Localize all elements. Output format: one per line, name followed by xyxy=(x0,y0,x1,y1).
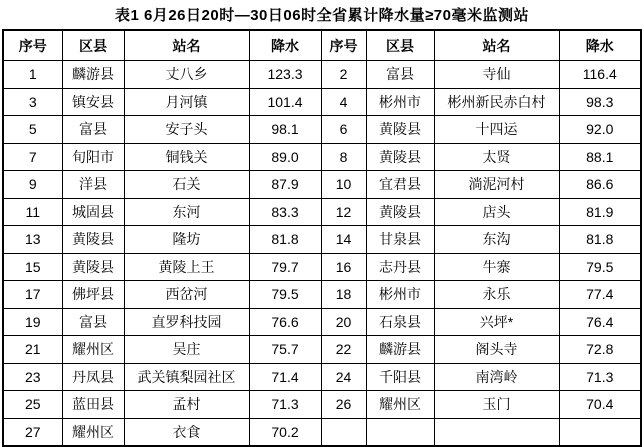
table-row xyxy=(3,336,641,364)
table-cell: 81.8 xyxy=(249,226,321,254)
table-cell xyxy=(434,418,559,446)
table-cell: 黄陵县 xyxy=(366,116,434,144)
table-row xyxy=(3,226,641,254)
table-cell: 8 xyxy=(321,143,366,171)
table-cell: 洋县 xyxy=(62,171,124,199)
table-cell: 富县 xyxy=(62,116,124,144)
table-cell: 衣食 xyxy=(124,418,249,446)
table-cell: 黄陵县 xyxy=(366,143,434,171)
table-cell: 75.7 xyxy=(249,336,321,364)
table-cell: 富县 xyxy=(366,61,434,89)
table-cell: 2 xyxy=(321,61,366,89)
table-cell: 123.3 xyxy=(249,61,321,89)
table-cell: 77.4 xyxy=(559,281,641,309)
table-cell: 1 xyxy=(3,61,62,89)
table-cell: 22 xyxy=(321,336,366,364)
table-cell: 石关 xyxy=(124,171,249,199)
table-cell: 东沟 xyxy=(434,226,559,254)
table-row xyxy=(3,363,641,391)
table-cell: 寺仙 xyxy=(434,61,559,89)
table-cell: 26 xyxy=(321,391,366,419)
table-cell: 71.3 xyxy=(249,391,321,419)
table-cell: 98.3 xyxy=(559,88,641,116)
column-header-rain-left: 降水 xyxy=(249,30,321,61)
column-header-seq-left: 序号 xyxy=(3,30,62,61)
column-header-county-left: 区县 xyxy=(62,30,124,61)
table-cell: 麟游县 xyxy=(62,61,124,89)
table-cell: 19 xyxy=(3,308,62,336)
table-cell: 彬州新民赤白村 xyxy=(434,88,559,116)
table-cell: 牛寨 xyxy=(434,253,559,281)
table-cell: 南湾岭 xyxy=(434,363,559,391)
rainfall-table xyxy=(2,29,642,447)
table-cell: 70.4 xyxy=(559,391,641,419)
table-cell: 89.0 xyxy=(249,143,321,171)
table-cell: 兴坪* xyxy=(434,308,559,336)
table-cell: 83.3 xyxy=(249,198,321,226)
table-row xyxy=(3,418,641,446)
table-cell: 12 xyxy=(321,198,366,226)
table-cell: 月河镇 xyxy=(124,88,249,116)
table-cell: 太贤 xyxy=(434,143,559,171)
table-cell: 阁头寺 xyxy=(434,336,559,364)
table-cell: 23 xyxy=(3,363,62,391)
table-row xyxy=(3,61,641,89)
table-cell: 志丹县 xyxy=(366,253,434,281)
table-cell: 黄陵县 xyxy=(62,253,124,281)
table-cell: 石泉县 xyxy=(366,308,434,336)
table-cell: 13 xyxy=(3,226,62,254)
table-cell: 79.5 xyxy=(249,281,321,309)
table-cell: 10 xyxy=(321,171,366,199)
table-cell: 吴庄 xyxy=(124,336,249,364)
table-row xyxy=(3,143,641,171)
table-cell: 旬阳市 xyxy=(62,143,124,171)
table-cell: 18 xyxy=(321,281,366,309)
table-title: 表1 6月26日20时—30日06时全省累计降水量≥70毫米监测站 xyxy=(114,7,529,24)
table-cell: 21 xyxy=(3,336,62,364)
table-cell: 24 xyxy=(321,363,366,391)
table-row xyxy=(3,198,641,226)
table-cell: 92.0 xyxy=(559,116,641,144)
table-row xyxy=(3,391,641,419)
table-cell: 14 xyxy=(321,226,366,254)
table-cell: 耀州区 xyxy=(62,336,124,364)
table-cell: 耀州区 xyxy=(62,418,124,446)
column-header-station-right: 站名 xyxy=(434,30,559,61)
table-cell xyxy=(321,418,366,446)
table-cell: 千阳县 xyxy=(366,363,434,391)
table-cell: 3 xyxy=(3,88,62,116)
table-cell: 27 xyxy=(3,418,62,446)
table-cell: 101.4 xyxy=(249,88,321,116)
table-cell: 17 xyxy=(3,281,62,309)
table-cell: 86.6 xyxy=(559,171,641,199)
table-cell: 直罗科技园 xyxy=(124,308,249,336)
table-cell: 81.8 xyxy=(559,226,641,254)
table-cell: 淌泥河村 xyxy=(434,171,559,199)
table-cell: 黄陵上王 xyxy=(124,253,249,281)
table-cell: 黄陵县 xyxy=(366,198,434,226)
table-cell: 98.1 xyxy=(249,116,321,144)
table-cell: 十四运 xyxy=(434,116,559,144)
table-cell: 9 xyxy=(3,171,62,199)
table-cell: 20 xyxy=(321,308,366,336)
table-cell: 耀州区 xyxy=(366,391,434,419)
table-cell: 永乐 xyxy=(434,281,559,309)
table-cell: 79.5 xyxy=(559,253,641,281)
table-cell: 25 xyxy=(3,391,62,419)
table-cell: 黄陵县 xyxy=(62,226,124,254)
table-cell: 隆坊 xyxy=(124,226,249,254)
table-cell: 81.9 xyxy=(559,198,641,226)
table-cell xyxy=(366,418,434,446)
table-row xyxy=(3,116,641,144)
table-row xyxy=(3,253,641,281)
table-cell: 116.4 xyxy=(559,61,641,89)
table-cell: 76.4 xyxy=(559,308,641,336)
table-cell: 4 xyxy=(321,88,366,116)
table-cell: 16 xyxy=(321,253,366,281)
table-row xyxy=(3,88,641,116)
table-header xyxy=(3,30,641,61)
table-cell: 西岔河 xyxy=(124,281,249,309)
table-cell: 孟村 xyxy=(124,391,249,419)
table-cell: 彬州市 xyxy=(366,88,434,116)
table-cell: 71.4 xyxy=(249,363,321,391)
column-header-station-left: 站名 xyxy=(124,30,249,61)
table-cell: 富县 xyxy=(62,308,124,336)
table-cell: 72.8 xyxy=(559,336,641,364)
table-cell: 丈八乡 xyxy=(124,61,249,89)
table-row xyxy=(3,281,641,309)
table-cell: 店头 xyxy=(434,198,559,226)
column-header-seq-right: 序号 xyxy=(321,30,366,61)
table-cell: 铜钱关 xyxy=(124,143,249,171)
table-cell: 玉门 xyxy=(434,391,559,419)
table-cell: 11 xyxy=(3,198,62,226)
table-cell: 镇安县 xyxy=(62,88,124,116)
table-cell: 蓝田县 xyxy=(62,391,124,419)
table-cell: 城固县 xyxy=(62,198,124,226)
table-cell xyxy=(559,418,641,446)
table-cell: 76.6 xyxy=(249,308,321,336)
table-cell: 6 xyxy=(321,116,366,144)
table-cell: 70.2 xyxy=(249,418,321,446)
table-cell: 甘泉县 xyxy=(366,226,434,254)
table-cell: 87.9 xyxy=(249,171,321,199)
table-cell: 彬州市 xyxy=(366,281,434,309)
table-cell: 5 xyxy=(3,116,62,144)
table-cell: 安子头 xyxy=(124,116,249,144)
table-cell: 武关镇梨园社区 xyxy=(124,363,249,391)
column-header-rain-right: 降水 xyxy=(559,30,641,61)
table-body xyxy=(3,61,641,447)
table-cell: 佛坪县 xyxy=(62,281,124,309)
table-cell: 丹凤县 xyxy=(62,363,124,391)
column-header-county-right: 区县 xyxy=(366,30,434,61)
table-cell: 15 xyxy=(3,253,62,281)
header-row xyxy=(3,30,641,61)
table-cell: 东河 xyxy=(124,198,249,226)
table-cell: 88.1 xyxy=(559,143,641,171)
table-cell: 宜君县 xyxy=(366,171,434,199)
table-cell: 71.3 xyxy=(559,363,641,391)
table-cell: 7 xyxy=(3,143,62,171)
table-row xyxy=(3,171,641,199)
table-cell: 麟游县 xyxy=(366,336,434,364)
table-cell: 79.7 xyxy=(249,253,321,281)
table-row xyxy=(3,308,641,336)
